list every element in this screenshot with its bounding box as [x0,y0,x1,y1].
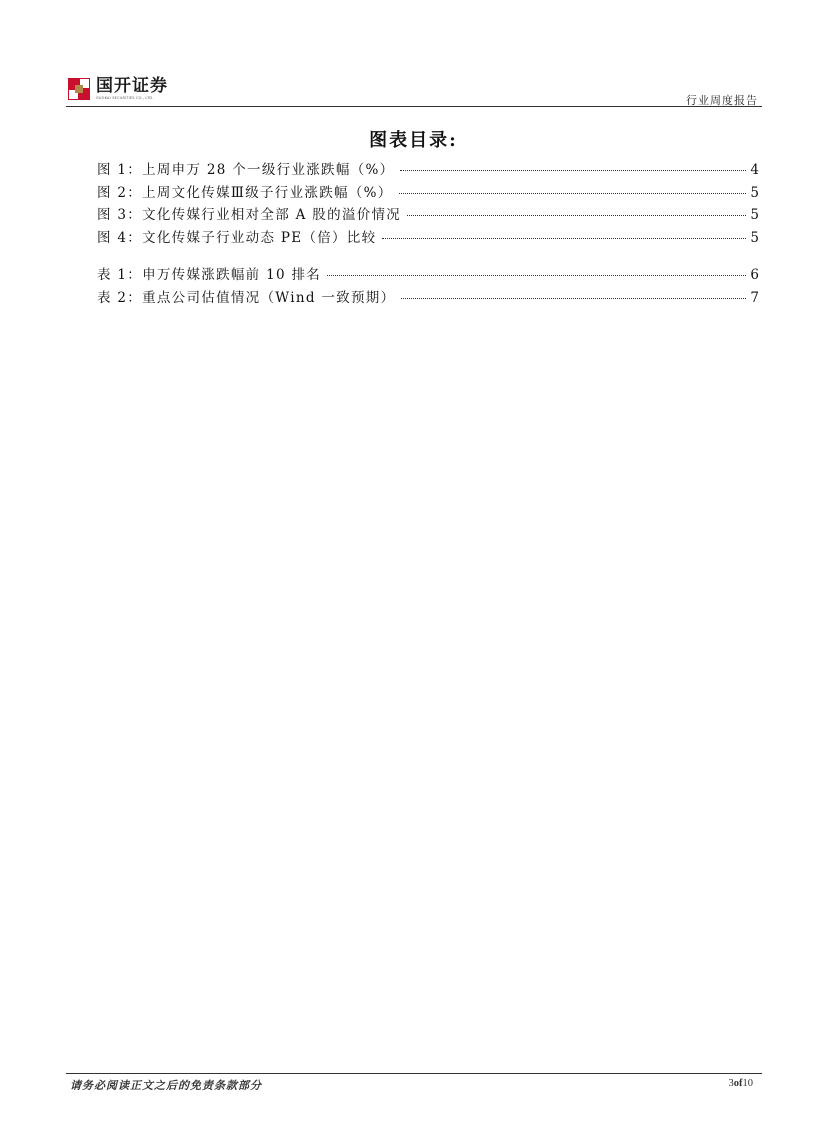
toc-entry-page: 7 [750,289,759,306]
toc-section-gap [97,248,759,263]
toc-leader-dots [400,170,746,171]
toc-entry-label: 图 3：文化传媒行业相对全部 A 股的溢价情况 [97,207,402,223]
toc-entry[interactable] [97,181,759,204]
toc-leader-dots [327,275,746,276]
toc-entry-label: 表 2：重点公司估值情况（Wind 一致预期） [97,289,396,306]
toc-leader-dots [401,298,746,299]
toc-entry-label: 图 1：上周申万 28 个一级行业涨跌幅（%） [97,162,395,178]
toc-entry-page: 6 [750,267,759,283]
toc-entry-page: 5 [750,229,759,246]
page-header [68,72,762,108]
toc-leader-dots [382,238,746,239]
logo-subtitle: GUOKAI SECURITIES CO., LTD. [96,95,154,100]
page-of: of [733,1078,743,1089]
toc-entry[interactable] [97,263,759,286]
toc-entry[interactable] [97,203,759,226]
footer-disclaimer: 请务必阅读正文之后的免责条款部分 [70,1079,262,1092]
toc-entry[interactable] [97,286,759,309]
company-logo [68,76,168,102]
toc-entry-label: 表 1：申万传媒涨跌幅前 10 排名 [97,267,322,283]
header-divider [66,106,762,107]
page-number [729,1078,754,1089]
toc-leader-dots [407,215,746,216]
page-total: 10 [742,1078,753,1089]
toc-entry-page: 5 [750,207,759,223]
page-current: 3 [728,1078,734,1089]
report-type: 行业周度报告 [686,94,758,107]
toc-title: 图表目录: [369,130,458,151]
toc-entry[interactable] [97,226,759,249]
toc-entry-page: 5 [750,184,759,201]
toc-leader-dots [399,193,747,194]
toc-list [97,158,759,308]
toc-entry-page: 4 [750,162,759,178]
logo-mark-icon [68,78,90,100]
logo-name: 国开证券 [96,75,168,96]
toc-entry-label: 图 4：文化传媒子行业动态 PE（倍）比较 [97,229,377,246]
toc-entry-label: 图 2：上周文化传媒Ⅲ级子行业涨跌幅（%） [97,184,393,201]
footer-divider [66,1073,762,1074]
toc-entry[interactable] [97,158,759,181]
